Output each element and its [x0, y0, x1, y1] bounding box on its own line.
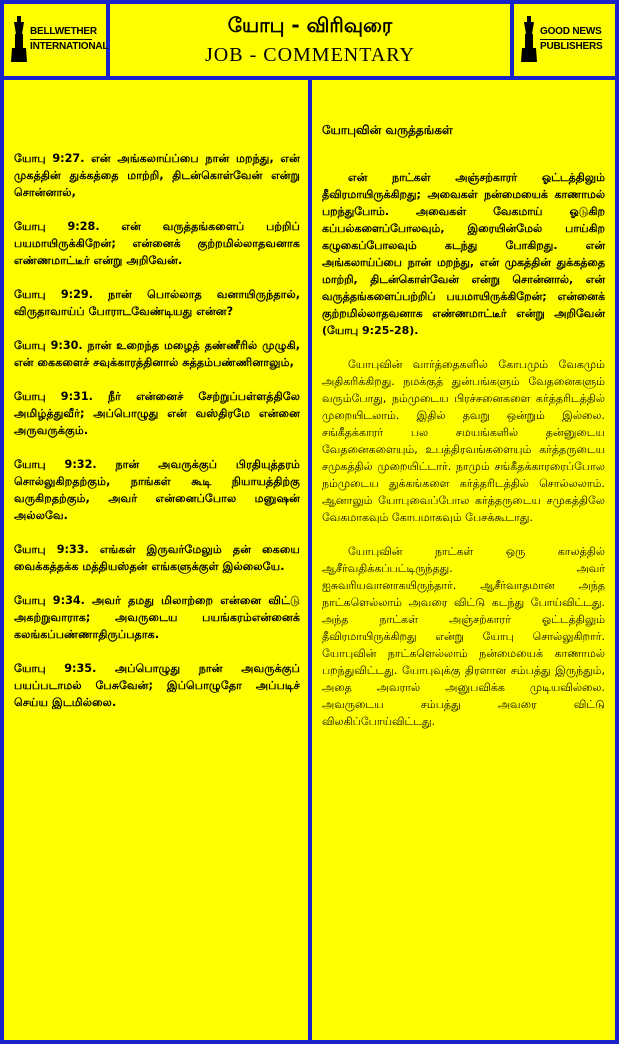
intro-paragraph: என் நாட்கள் அஞ்சற்காரர் ஓட்டத்திலும் தீவிரமாயிருக்கிறது; அவைகள் நன்மையைக் காணாமல் பறந்துபோம். அவைகள் வேகமாய் ஓடுகிற கப்பல்களைப்போலவும், இரையின்மேல் பாய்கிற கழுகைப்போலவும் கடந்து போகிறது. என் அங்கலாய்ப்பை நான் மறந்து, என் முகத்தின் துக்கத்தை மாற்றி, திடன்கொள்வேன் என்று சொன்னால், என் வருத்தங்களைப்பற்றிப் பயமாயிருக்கிறேன்; என்னைக் குற்றமில்லாதவனாக எண்ணமாட்டீர் என்று அறிவேன் (யோபு 9:25-28). — [322, 171, 605, 337]
commentary-column — [312, 80, 615, 1040]
right-logo-line1: GOOD NEWS — [540, 26, 602, 37]
left-logo-line2: INTERNATIONAL — [30, 41, 109, 52]
section-heading: யோபுவின் வருத்தங்கள் — [322, 123, 453, 137]
left-logo-panel — [4, 4, 109, 76]
title-english: JOB - COMMENTARY — [205, 44, 415, 66]
verse-9-34: யோபு 9:34. அவர் தமது மிலாற்றை என்னை விட்டு அகற்றுவாராக; அவருடைய பயங்கரம்என்னைக் கலங்கப்பண்ணாதிருப்பதாக. — [14, 594, 300, 641]
left-logo-line1: BELLWETHER — [30, 26, 97, 37]
verse-9-29: யோபு 9:29. நான் பொல்லாத வனாயிருந்தால், விருதாவாய்ப் போராடவேண்டியது என்ன? — [14, 288, 300, 318]
good-news-logo — [520, 14, 612, 68]
right-logo-line2: PUBLISHERS — [540, 41, 603, 52]
right-logo-panel — [514, 4, 615, 76]
title-tamil: யோபு - விரிவுரை — [227, 13, 393, 37]
verse-9-35: யோபு 9:35. அப்பொழுது நான் அவருக்குப் பயப்படாமல் பேசுவேன்; இப்பொழுதோ அப்படிச் செய்ய இடமில்லை. — [14, 662, 300, 709]
bellwether-logo — [10, 14, 109, 68]
commentary-paragraph-2: யோபுவின் நாட்கள் ஒரு காலத்தில் ஆசீர்வதிக்கப்பட்டிருந்தது. அவர் ஐசுவரியவானாகயிருந்தார். ஆசீர்வாதமான அந்த நாட்களெல்லாம் அவரை விட்டு கடந்து போய்விட்டது. அந்த நாட்கள் அஞ்சற்காரர் ஓட்டத்திலும் தீவிரமாயிருக்கிறது என்று யோபு சொல்லுகிறார். யோபுவின் நாட்களெல்லாம் நன்மையைக் காணாமல் பறந்துவிட்டது. யோபுவுக்கு திரளான சம்பத்து இருந்தும், அதை அவரால் அனுபவிக்க முடியவில்லை. அவருடைய சம்பத்து அவரை விட்டு விலகிப்போய்விட்டது. — [322, 545, 605, 728]
verse-9-32: யோபு 9:32. நான் அவருக்குப் பிரதியுத்தரம் சொல்லுகிறதற்கும், நாங்கள் கூடி நியாயத்திற்கு வருகிறதற்கும், அவர் என்னைப்போல மனுஷன் அல்லவே. — [14, 458, 300, 522]
verses-column — [4, 80, 308, 1040]
bell-tower-icon — [10, 14, 28, 64]
verse-9-30: யோபு 9:30. நான் உறைந்த மழைத் தண்ணீரில் முழுகி, என் கைகளைச் சவுக்காரத்தினால் சுத்தம்பண்ணினாலும், — [14, 339, 300, 369]
logo-divider — [30, 39, 92, 40]
verse-9-27: யோபு 9:27. என் அங்கலாய்ப்பை நான் மறந்து, என் முகத்தின் துக்கத்தை மாற்றி, திடன்கொள்வேன் என்று சொன்னால், — [14, 152, 300, 199]
bell-tower-icon — [520, 14, 538, 64]
commentary-paragraph-1: யோபுவின் வார்த்தைகளில் கோபமும் வேகமும் அதிகரிக்கிறது. நமக்குத் துன்பங்களும் வேதனைகளும் வரும்போது, நம்முடைய பிரச்சனைகளை கர்த்தரிடத்தில் முறையிடலாம். இதில் தவறு ஒன்றும் இல்லை. சங்கீதக்காரர் பல சமயங்களில் தன்னுடைய வேதனைகளையும், உபத்திரவங்களையும் கர்த்தருடைய சமுகத்தில் முறையிட்டார். நாமும் சங்கீதக்காரரைப்போல நம்முடைய துக்கங்களை கர்த்தரிடத்தில் சொல்லலாம். ஆனாலும் யோபுவைப்போல கர்த்தருடைய சமுகத்திலே வேகமாகவும் கோபமாகவும் பேசக்கூடாது. — [322, 358, 605, 524]
title-panel — [110, 4, 510, 76]
verse-9-28: யோபு 9:28. என் வருத்தங்களைப் பற்றிப் பயமாயிருக்கிறேன்; என்னைக் குற்றமில்லாதவனாக எண்ணமாட்டீர் என்று அறிவேன். — [14, 220, 300, 267]
verse-9-33: யோபு 9:33. எங்கள் இருவர்மேலும் தன் கையை வைக்கத்தக்க மத்தியஸ்தன் எங்களுக்குள் இல்லையே. — [14, 543, 300, 573]
verse-9-31: யோபு 9:31. நீர் என்னைச் சேற்றுப்பள்ளத்திலே அமிழ்த்துவீர்; அப்பொழுது என் வஸ்திரமே என்னை அருவருக்கும். — [14, 390, 300, 437]
logo-divider — [540, 39, 602, 40]
